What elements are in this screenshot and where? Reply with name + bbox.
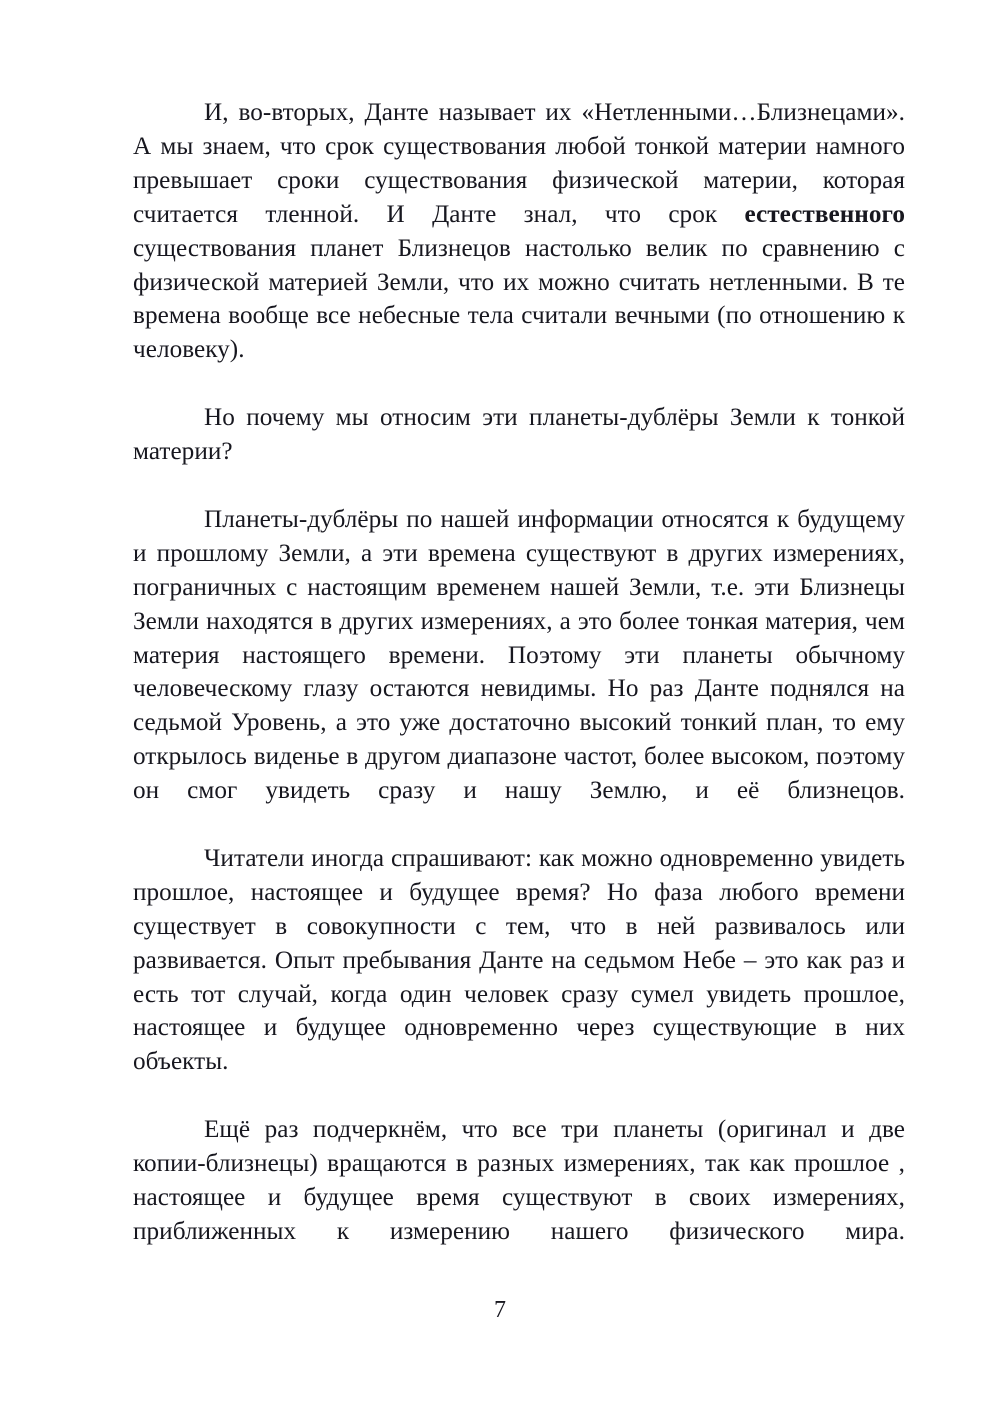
paragraph-2: Но почему мы относим эти планеты-дублёры Земли к тонкой материи? [133, 404, 905, 466]
paragraph-1 [133, 96, 905, 401]
page-number: 7 [494, 1297, 506, 1323]
paragraph-3: Планеты-дублёры по нашей информации относятся к будущему и прошлому Земли, а эти времена существуют в других измерениях, пограничных с настоящим временем нашей Земли, т.е. эти Близнецы Земли находятся в других измерениях, а это более тонкая материя, чем материя настоящего времени. Поэтому эти планеты обычному человеческому глазу остаются невидимы. Но раз Данте поднялся на седьмой Уровень, а это уже достаточно высокий тонкий план, то ему открылось виденье в другом диапазоне частот, более высоком, поэтому он смог увидеть сразу и нашу Землю, и её близнецов. [133, 505, 905, 805]
paragraph-1-text-after-bold: существования планет Близнецов настолько велик по сравнению с физической материей Земли, что их можно считать нетленными. В те времена вообще все небесные тела считали вечными (по отношению к человеку). [133, 234, 905, 364]
paragraph-1-bold-emphasis: естественного [744, 200, 905, 228]
paragraph-4: Читатели иногда спрашивают: как можно одновременно увидеть прошлое, настоящее и будущее время? Но фаза любого времени существует в совокупности с тем, что в ней развивалось или развивается. Опыт пребывания Данте на седьмом Небе – это как раз и есть тот случай, когда один человек сразу сумел увидеть прошлое, настоящее и будущее одновременно через существующие в них объекты. [133, 844, 905, 1076]
paragraph-5: Ещё раз подчеркнём, что все три планеты (оригинал и две копии-близнецы) вращаются в разных измерениях, так как прошлое , настоящее и будущее время существуют в своих измерениях, приближенных к измерению нашего физического мира. [133, 1116, 905, 1245]
paragraph-1-text-before-bold: И, во-вторых, Данте называет их «Нетленными…Близнецами». А мы знаем, что срок существования любой тонкой материи намного превышает сроки существования физической материи, которая считается тленной. И Данте знал, что срок [133, 99, 905, 228]
page-text-column [133, 96, 905, 1283]
